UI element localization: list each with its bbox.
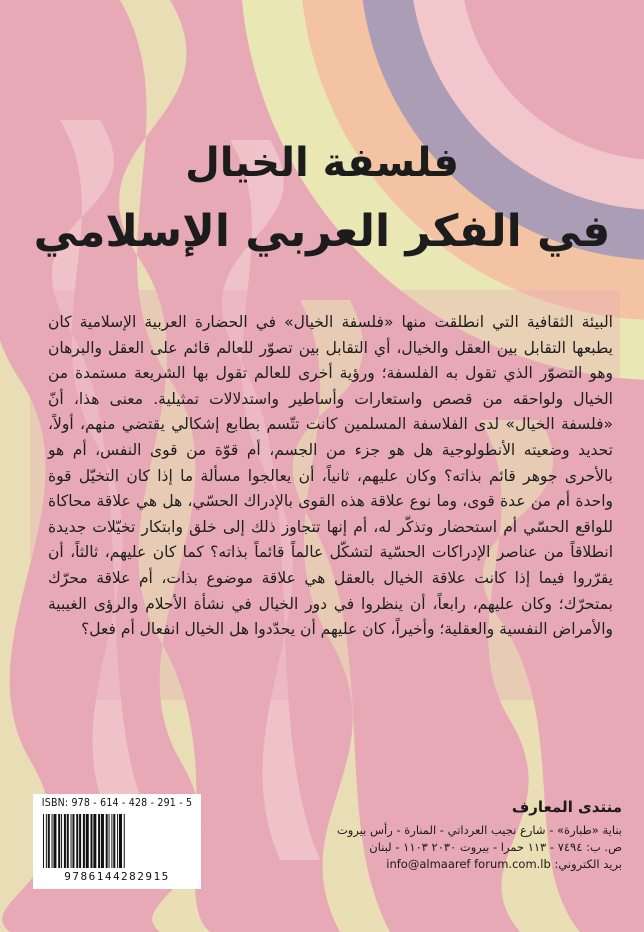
barcode-bar (117, 814, 118, 868)
barcode-bar (106, 814, 108, 868)
barcode-bar (113, 814, 115, 868)
book-title: فلسفة الخيال (185, 140, 459, 186)
barcode-bar (61, 814, 62, 868)
barcode-bar (83, 814, 85, 868)
barcode-bar (93, 814, 96, 868)
back-cover-blurb (48, 310, 613, 643)
barcode-bar (119, 814, 122, 868)
barcode-bar (111, 814, 112, 868)
email-address: info@almaaref forum.com.lb (386, 857, 551, 871)
barcode-bar (64, 814, 66, 868)
barcode-bar (76, 814, 78, 868)
barcode-bars (41, 814, 193, 870)
blurb-text: البيئة الثقافية التي انطلقت منها «فلسفة الخيال» في الحضارة العربية الإسلامية كان يطبعها التقابل بين العقل والخيال، أي التقابل بين تصوّر للعالم قائم على العقل والبرهان وهو التصوّر الذي تقول به الفلسفة؛ ورؤية أخرى للعالم تقول بها الشريعة مستمدة من الخيال ولواحقه من قصص واستعارات وأساطير واستدلالات تمثيلية. معنى هذا، أنّ «فلسفة الخيال» لدى الفلاسفة المسلمين كانت تتّسم بطابع إشكالي يقتضي منهم، أولاً، تحديد وضعيته الأنطولوجية هل هو جزء من الجسم، أم قوّة من قوى النفس، أم هو بالأحرى جوهر قائم بذاته؟ وكان عليهم، ثانياً، أن يعالجوا مسألة ما إذا كان التخيّل قوة واحدة أم من عدة قوى، وما نوع علاقة هذه القوى بالإدراك الحسّي، هل هي علاقة محاكاة للواقع الحسّي أم استحضار وتذكّر له، أم إنها تتجاوز ذلك إلى خلق وابتكار تخيّلات جديدة انطلاقاً من عناصر الإدراكات الحسّية لتشكّل عالماً قائماً بذاته؟ كما كان عليهم، ثالثاً، أن يقرّروا فيما إذا كانت علاقة الخيال بالعقل هي علاقة موضوع بذات، أم علاقة محرّك بمتحرّك؛ وكان عليهم، رابعاً، أن ينظروا في دور الخيال في نشأة الأحلام والرؤى الغيبية والأمراض النفسية والعقلية؛ وأخيراً، كان عليهم أن يحدّدوا هل الخيال انفعال أم فعل؟ (48, 313, 613, 639)
book-subtitle: في الفكر العربي الإسلامي (33, 206, 611, 257)
publisher-name: منتدى المعارف (511, 798, 622, 816)
barcode-bar (71, 814, 72, 868)
barcode-bar (48, 814, 50, 868)
barcode-bar (43, 814, 44, 868)
barcode-bar (53, 814, 56, 868)
barcode-bar (72, 814, 74, 868)
barcode-bar (67, 814, 69, 868)
publisher-info (222, 798, 622, 873)
barcode-bar (98, 814, 100, 868)
publisher-email-row (222, 856, 622, 873)
isbn-barcode (33, 794, 201, 889)
barcode-bar (58, 814, 60, 868)
barcode-bar (101, 814, 104, 868)
barcode-digits: 9786144282915 (64, 870, 170, 883)
email-label: بريد الكتروني: (554, 857, 622, 871)
publisher-po-box: ص. ب: ٧٤٩٤ - ١١٣ حمرا - بيروت ٢٠٣٠ ١١٠٣ - لبنان (369, 840, 622, 854)
barcode-bar (79, 814, 81, 868)
barcode-bar (86, 814, 89, 868)
barcode-bar (91, 814, 93, 868)
barcode-bar (52, 814, 53, 868)
barcode-bar (109, 814, 110, 868)
barcode-bar (124, 814, 125, 868)
publisher-address: بناية «طبارة» - شارع نجيب العرداتي - المنارة - رأس بيروت (336, 823, 622, 837)
isbn-label: ISBN: 978 - 614 - 428 - 291 - 5 (41, 797, 193, 809)
barcode-bar (46, 814, 47, 868)
